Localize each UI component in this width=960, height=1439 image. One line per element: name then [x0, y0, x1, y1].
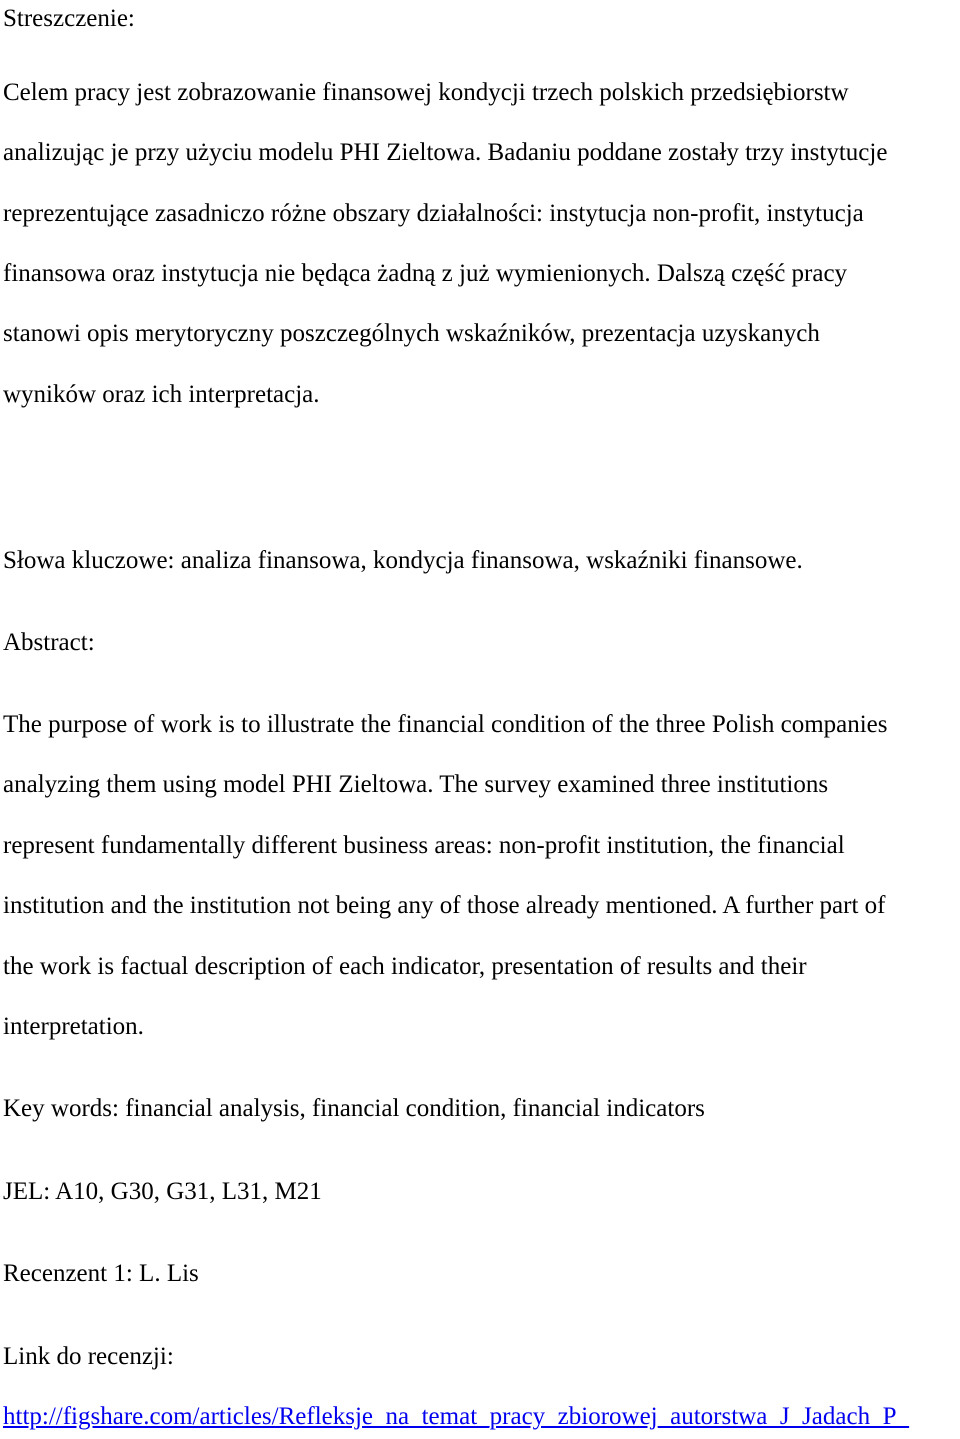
- streszczenie-line-5: stanowi opis merytoryczny poszczególnych wskaźników, prezentacja uzyskanych: [3, 320, 820, 347]
- reviewer: Recenzent 1: L. Lis: [3, 1260, 199, 1287]
- abstract-line-3: represent fundamentally different business areas: non-profit institution, the financial: [3, 832, 845, 859]
- jel-codes: JEL: A10, G30, G31, L31, M21: [3, 1178, 322, 1205]
- slowa-kluczowe: Słowa kluczowe: analiza finansowa, kondycja finansowa, wskaźniki finansowe.: [3, 547, 803, 574]
- streszczenie-line-4: finansowa oraz instytucja nie będąca żadną z już wymienionych. Dalszą część pracy: [3, 260, 848, 287]
- abstract-line-6: interpretation.: [3, 1013, 144, 1040]
- review-link-label: Link do recenzji:: [3, 1343, 174, 1370]
- abstract-line-4: institution and the institution not being any of those already mentioned. A further part of: [3, 892, 886, 919]
- streszczenie-line-3: reprezentujące zasadniczo różne obszary działalności: instytucja non-profit, instytucja: [3, 200, 864, 227]
- key-words: Key words: financial analysis, financial condition, financial indicators: [3, 1095, 705, 1122]
- streszczenie-line-6: wyników oraz ich interpretacja.: [3, 381, 320, 408]
- streszczenie-line-1: Celem pracy jest zobrazowanie finansowej kondycji trzech polskich przedsiębiorstw: [3, 79, 849, 106]
- streszczenie-line-2: analizując je przy użyciu modelu PHI Zieltowa. Badaniu poddane zostały trzy instytucje: [3, 139, 888, 166]
- abstract-line-2: analyzing them using model PHI Zieltowa. The survey examined three institutions: [3, 771, 829, 798]
- abstract-line-1: The purpose of work is to illustrate the financial condition of the three Polish companies: [3, 711, 888, 738]
- abstract-line-5: the work is factual description of each indicator, presentation of results and their: [3, 953, 807, 980]
- review-link[interactable]: http://figshare.com/articles/Refleksje_na_temat_pracy_zbiorowej_autorstwa_J_Jadach_P_: [3, 1403, 909, 1430]
- streszczenie-heading: Streszczenie:: [3, 5, 135, 32]
- abstract-heading: Abstract:: [3, 629, 95, 656]
